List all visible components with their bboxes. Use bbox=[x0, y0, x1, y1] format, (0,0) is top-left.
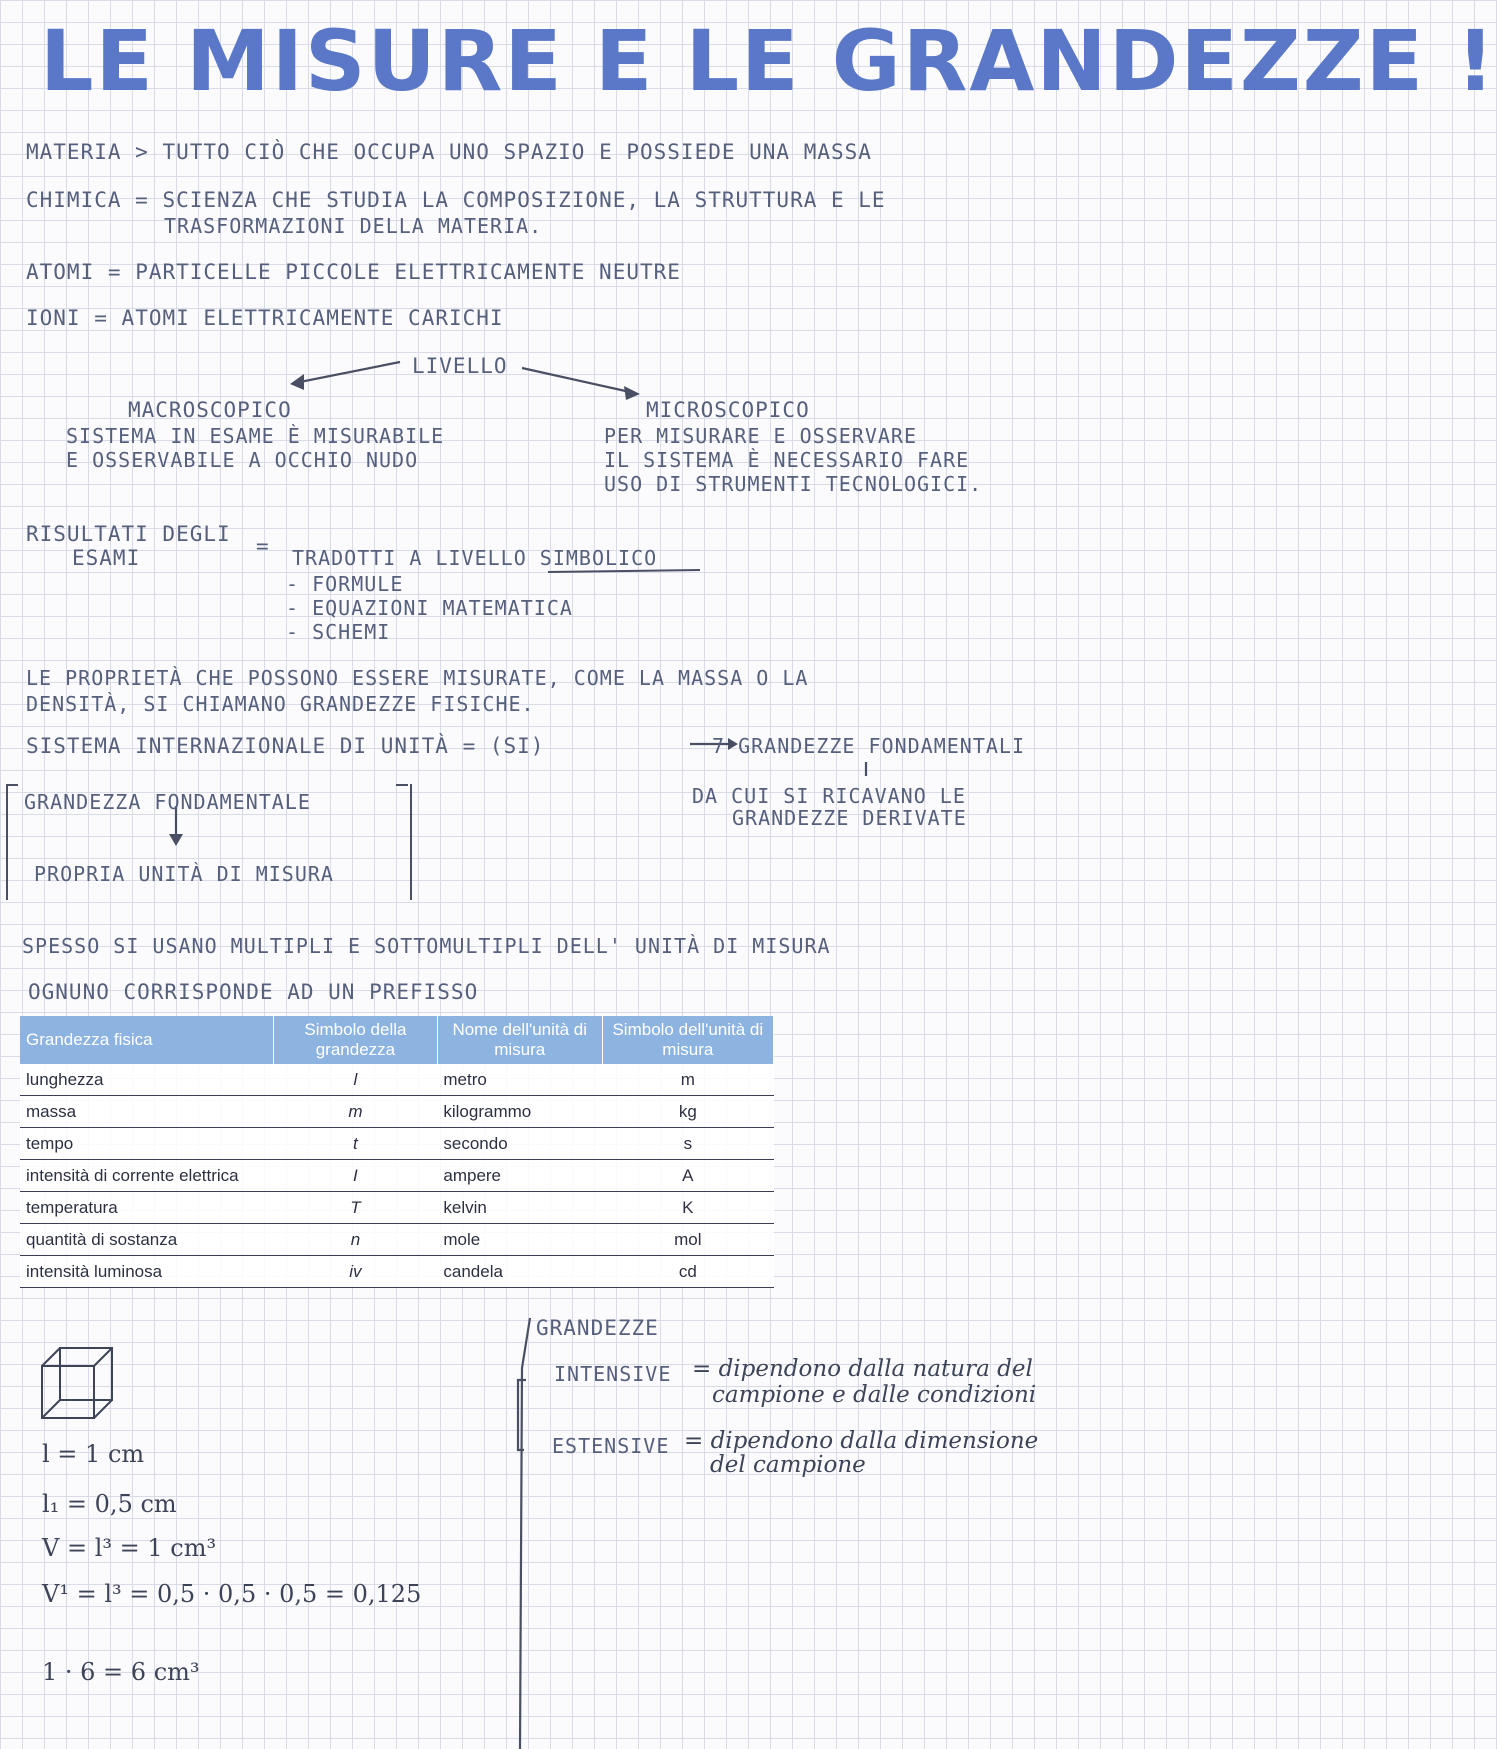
cell: kg bbox=[602, 1096, 773, 1128]
risultati-sep: = bbox=[256, 534, 270, 558]
table-header-row bbox=[20, 1016, 774, 1064]
text-ioni: ATOMI ELETTRICAMENTE CARICHI bbox=[121, 306, 504, 330]
risultati-intro-a: TRADOTTI A LIVELLO bbox=[292, 546, 527, 570]
cell: K bbox=[602, 1192, 773, 1224]
cell: s bbox=[602, 1128, 773, 1160]
estensive-def-1: = dipendono dalla dimensione bbox=[684, 1428, 1039, 1454]
risultati-intro bbox=[292, 546, 657, 570]
macro-line-2: E OSSERVABILE A OCCHIO NUDO bbox=[66, 448, 419, 472]
risultati-intro-b: SIMBOLICO bbox=[539, 546, 658, 570]
cell: A bbox=[602, 1160, 773, 1192]
text-atomi: PARTICELLE PICCOLE ELETTRICAMENTE NEUTRE bbox=[135, 260, 681, 284]
si-text: SISTEMA INTERNAZIONALE DI UNITÀ = (SI) bbox=[26, 734, 545, 758]
text-chimica-1: SCIENZA CHE STUDIA LA COMPOSIZIONE, LA STRUTTURA E LE bbox=[162, 188, 886, 212]
cell: T bbox=[273, 1192, 437, 1224]
cell: iv bbox=[273, 1256, 437, 1288]
calc-l: l = 1 cm bbox=[42, 1440, 145, 1468]
arrow-to-micro bbox=[522, 368, 630, 392]
table-row bbox=[20, 1064, 774, 1096]
multipli-line-1: SPESSO SI USANO MULTIPLI E SOTTOMULTIPLI DELL' UNITÀ DI MISURA bbox=[22, 934, 831, 958]
cell: ampere bbox=[437, 1160, 602, 1192]
sep-materia: > bbox=[135, 140, 149, 164]
intensive-def-2: campione e dalle condizioni bbox=[712, 1382, 1037, 1408]
arrowhead-micro bbox=[624, 386, 640, 400]
arrowhead-macro bbox=[290, 374, 304, 390]
sep-atomi: = bbox=[107, 260, 122, 284]
text-materia: TUTTO CIÒ CHE OCCUPA UNO SPAZIO E POSSIEDE UNA MASSA bbox=[162, 140, 872, 164]
table-row bbox=[20, 1128, 774, 1160]
si-box-top: GRANDEZZA FONDAMENTALE bbox=[24, 790, 311, 814]
cell: I bbox=[273, 1160, 437, 1192]
si-derive-2: GRANDEZZE DERIVATE bbox=[732, 806, 967, 830]
arrow-to-macro bbox=[300, 362, 400, 382]
estensive-def-2: del campione bbox=[710, 1452, 866, 1478]
header-nome: Nome dell'unità di misura bbox=[437, 1016, 602, 1064]
cell: metro bbox=[437, 1064, 602, 1096]
text-chimica-2: TRASFORMAZIONI DELLA MATERIA. bbox=[164, 214, 543, 238]
cell: intensità di corrente elettrica bbox=[20, 1160, 273, 1192]
table-row bbox=[20, 1096, 774, 1128]
grandezze-title bbox=[536, 1316, 659, 1340]
cell: quantità di sostanza bbox=[20, 1224, 273, 1256]
estensive-term: ESTENSIVE bbox=[552, 1434, 670, 1458]
table-row bbox=[20, 1224, 774, 1256]
header-simbolo-unita: Simbolo dell'unità di misura bbox=[602, 1016, 773, 1064]
calc-total: 1 · 6 = 6 cm³ bbox=[42, 1658, 200, 1686]
micro-line-2: IL SISTEMA È NECESSARIO FARE bbox=[604, 448, 970, 472]
term-materia: MATERIA bbox=[26, 140, 122, 164]
term-chimica: CHIMICA bbox=[26, 188, 122, 212]
header-grandezza: Grandezza fisica bbox=[20, 1016, 273, 1064]
table-row bbox=[20, 1256, 774, 1288]
cell: secondo bbox=[437, 1128, 602, 1160]
cell: candela bbox=[437, 1256, 602, 1288]
cell: kelvin bbox=[437, 1192, 602, 1224]
title-mark: ! bbox=[1456, 12, 1497, 110]
cell: lunghezza bbox=[20, 1064, 273, 1096]
underline-simbolico bbox=[548, 570, 700, 572]
multipli-line-2: OGNUNO CORRISPONDE AD UN PREFISSO bbox=[28, 980, 479, 1004]
intensive-def-1: = dipendono dalla natura del bbox=[692, 1356, 1033, 1382]
micro-title: MICROSCOPICO bbox=[646, 398, 810, 422]
proprieta-line-2: DENSITÀ, SI CHIAMANO GRANDEZZE FISICHE. bbox=[26, 692, 535, 716]
cube-drawing bbox=[42, 1348, 112, 1418]
divider-vertical bbox=[520, 1318, 530, 1749]
cell: kilogrammo bbox=[437, 1096, 602, 1128]
risultati-item-1: - FORMULE bbox=[286, 572, 404, 596]
cell: mole bbox=[437, 1224, 602, 1256]
cell: massa bbox=[20, 1096, 273, 1128]
cell: mol bbox=[602, 1224, 773, 1256]
calc-l1: l₁ = 0,5 cm bbox=[42, 1490, 177, 1518]
sep-chimica: = bbox=[135, 188, 149, 212]
livello-label: LIVELLO bbox=[412, 354, 508, 378]
cell: intensità luminosa bbox=[20, 1256, 273, 1288]
intensive-term: INTENSIVE bbox=[554, 1362, 672, 1386]
bracket-tl bbox=[6, 784, 18, 786]
sep-ioni: = bbox=[94, 306, 108, 330]
table-row bbox=[20, 1160, 774, 1192]
cell: m bbox=[273, 1096, 437, 1128]
si-table bbox=[20, 1016, 774, 1288]
risultati-item-2: - EQUAZIONI MATEMATICA bbox=[286, 596, 573, 620]
calc-v: V = l³ = 1 cm³ bbox=[42, 1534, 217, 1562]
cell: cd bbox=[602, 1256, 773, 1288]
grandezze-title-text: GRANDEZZE bbox=[536, 1316, 659, 1340]
risultati-label-2: ESAMI bbox=[72, 546, 141, 570]
micro-line-3: USO DI STRUMENTI TECNOLOGICI. bbox=[604, 472, 983, 496]
proprieta-line-1: LE PROPRIETÀ CHE POSSONO ESSERE MISURATE, COME LA MASSA O LA bbox=[26, 666, 809, 690]
micro-line-1: PER MISURARE E OSSERVARE bbox=[604, 424, 917, 448]
si-box-bottom: PROPRIA UNITÀ DI MISURA bbox=[34, 862, 334, 886]
calc-v1: V¹ = l³ = 0,5 · 0,5 · 0,5 = 0,125 bbox=[42, 1580, 422, 1608]
risultati-label-1: RISULTATI DEGLI bbox=[26, 522, 231, 546]
macro-title: MACROSCOPICO bbox=[128, 398, 292, 422]
si-result: 7 GRANDEZZE FONDAMENTALI bbox=[712, 734, 1025, 758]
term-atomi: ATOMI bbox=[26, 260, 95, 284]
si-derive-1: DA CUI SI RICAVANO LE bbox=[692, 784, 966, 808]
risultati-item-3: - SCHEMI bbox=[286, 620, 391, 644]
cell: m bbox=[602, 1064, 773, 1096]
macro-line-1: SISTEMA IN ESAME È MISURABILE bbox=[66, 424, 445, 448]
cell: tempo bbox=[20, 1128, 273, 1160]
cell: l bbox=[273, 1064, 437, 1096]
term-ioni: IONI bbox=[26, 306, 81, 330]
cell: temperatura bbox=[20, 1192, 273, 1224]
cell: t bbox=[273, 1128, 437, 1160]
title-text: LE MISURE E LE GRANDEZZE bbox=[40, 12, 1426, 110]
cell: n bbox=[273, 1224, 437, 1256]
header-simbolo: Simbolo della grandezza bbox=[273, 1016, 437, 1064]
bracket-tr bbox=[396, 784, 408, 786]
table-row bbox=[20, 1192, 774, 1224]
